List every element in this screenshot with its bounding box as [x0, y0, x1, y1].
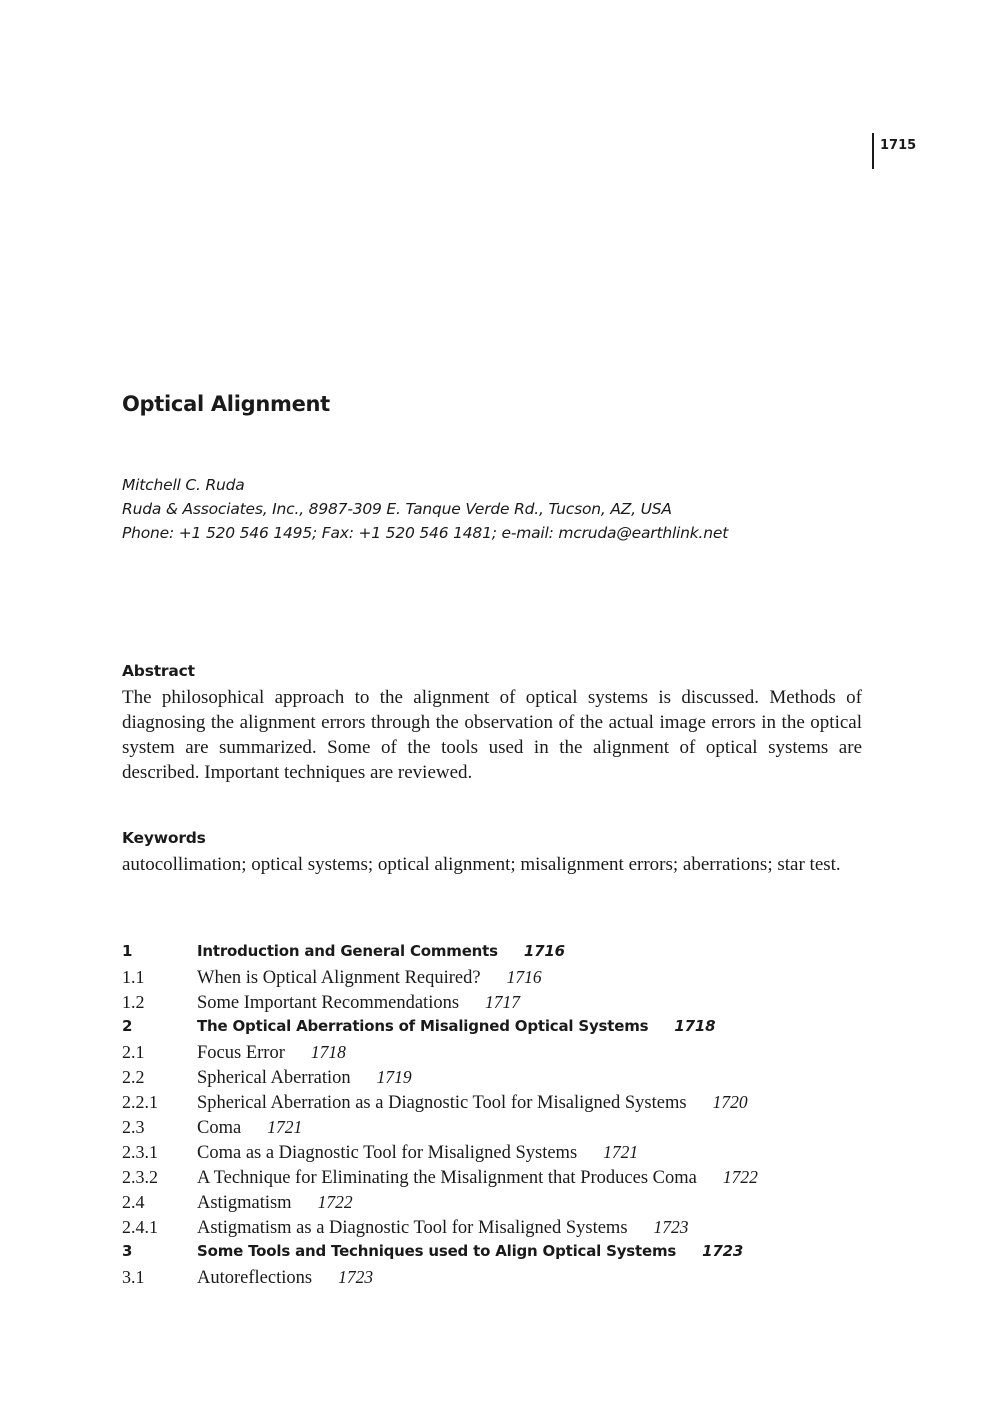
toc-entry-title: Coma [197, 1118, 242, 1138]
toc-entry-number: 2.3 [122, 1117, 145, 1137]
toc-entry-number: 2.3.2 [122, 1167, 158, 1187]
toc-entry-title: Spherical Aberration as a Diagnostic Tool for Misaligned Systems [197, 1093, 687, 1113]
toc-entry [122, 1142, 882, 1167]
toc-entry-number: 1 [122, 942, 133, 960]
toc-entry [122, 1067, 882, 1092]
toc-entry-number: 2.3.1 [122, 1142, 158, 1162]
toc-entry [122, 1117, 882, 1142]
author-contact: Phone: +1 520 546 1495; Fax: +1 520 546 1481; e-mail: mcruda@earthlink.net [122, 524, 729, 542]
toc-entry-title: Autoreflections [197, 1268, 313, 1288]
toc-entry-number: 1.1 [122, 967, 145, 987]
toc-entry-page: 1716 [523, 942, 565, 960]
toc-entry-number: 2.1 [122, 1042, 145, 1062]
toc-entry-number: 2 [122, 1017, 133, 1035]
toc-entry-title: The Optical Aberrations of Misaligned Optical Systems [197, 1017, 649, 1035]
toc-entry-title: Astigmatism as a Diagnostic Tool for Misaligned Systems [197, 1218, 628, 1238]
page-number: 1715 [872, 133, 916, 169]
toc-entry-title: Introduction and General Comments [197, 942, 498, 960]
toc-entry [122, 967, 882, 992]
abstract-text: The philosophical approach to the alignment of optical systems is discussed. Methods of diagnosing the alignment errors through the observation of the actual image errors in the optical system are summarized. Some of the tools used in the alignment of optical systems are described. Important techniques are reviewed. [122, 687, 862, 783]
toc-entry-page: 1718 [310, 1042, 346, 1062]
toc-entry-page: 1719 [376, 1067, 412, 1087]
toc-entry-title: Coma as a Diagnostic Tool for Misaligned Systems [197, 1143, 578, 1163]
toc-entry [122, 1242, 882, 1267]
toc-entry-page: 1717 [485, 992, 521, 1012]
toc-entry-title: Focus Error [197, 1043, 285, 1063]
toc-entry-page: 1718 [674, 1017, 716, 1035]
keywords-text: autocollimation; optical systems; optical alignment; misalignment errors; aberrations; star test. [122, 854, 841, 875]
toc-entry-page: 1720 [712, 1092, 748, 1112]
toc-entry [122, 942, 882, 967]
toc-entry-title: Some Important Recommendations [197, 993, 460, 1013]
toc-entry-page: 1721 [603, 1142, 639, 1162]
toc-entry-title: Spherical Aberration [197, 1068, 351, 1088]
toc-entry-number: 2.4.1 [122, 1217, 158, 1237]
toc-entry-page: 1723 [653, 1217, 689, 1237]
toc-entry [122, 1017, 882, 1042]
toc-entry-page: 1723 [338, 1267, 374, 1287]
abstract-heading: Abstract [122, 662, 195, 680]
toc-entry-number: 2.2.1 [122, 1092, 158, 1112]
toc-entry-title: When is Optical Alignment Required? [197, 968, 481, 988]
toc-entry [122, 1042, 882, 1067]
toc-entry-number: 3 [122, 1242, 133, 1260]
toc-entry-title: A Technique for Eliminating the Misalignment that Produces Coma [197, 1168, 697, 1188]
toc-entry-page: 1716 [506, 967, 542, 987]
toc-entry-title: Astigmatism [197, 1193, 292, 1213]
author-block [122, 473, 728, 545]
toc-entry [122, 992, 882, 1017]
toc-entry-page: 1722 [722, 1167, 758, 1187]
toc-entry [122, 1217, 882, 1242]
toc-entry-number: 2.2 [122, 1067, 145, 1087]
toc-entry [122, 1192, 882, 1217]
author-affiliation: Ruda & Associates, Inc., 8987-309 E. Tanque Verde Rd., Tucson, AZ, USA [122, 500, 672, 518]
toc-entry [122, 1167, 882, 1192]
keywords-heading: Keywords [122, 829, 206, 847]
author-name: Mitchell C. Ruda [122, 476, 245, 494]
toc-entry [122, 1092, 882, 1117]
toc-entry-title: Some Tools and Techniques used to Align Optical Systems [197, 1242, 677, 1260]
toc-entry-page: 1723 [702, 1242, 744, 1260]
toc-entry [122, 1267, 882, 1292]
toc-entry-number: 2.4 [122, 1192, 145, 1212]
chapter-title: Optical Alignment [122, 392, 330, 416]
toc-entry-number: 3.1 [122, 1267, 145, 1287]
toc-entry-page: 1722 [317, 1192, 353, 1212]
toc-entry-number: 1.2 [122, 992, 145, 1012]
table-of-contents [122, 942, 882, 1292]
toc-entry-page: 1721 [267, 1117, 303, 1137]
